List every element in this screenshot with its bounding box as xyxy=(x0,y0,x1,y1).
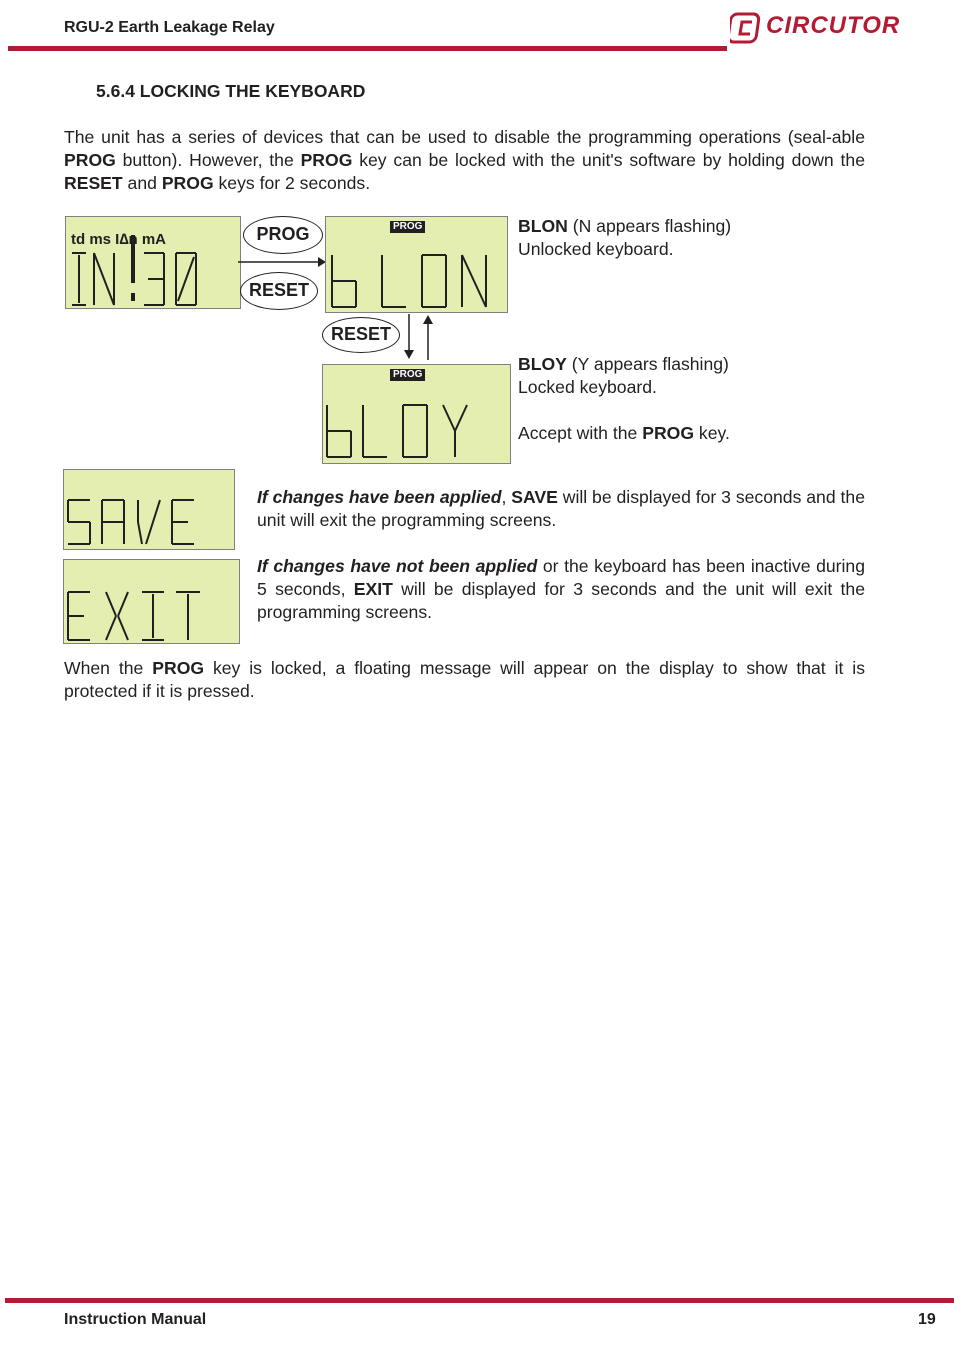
save-paragraph: If changes have been applied, SAVE will be displayed for 3 seconds and the unit will exit the programming screens. xyxy=(257,487,865,530)
prog-indicator-badge: PROG xyxy=(390,221,425,233)
blon-note: BLON (N appears flashing) Unlocked keyboard. xyxy=(518,216,732,259)
intro-paragraph: The unit has a series of devices that can be used to disable the programming operations (seal-able PROG button). However, the PROG key can be locked with the unit's software by holding down the RESET and PROG keys for 2 seconds. xyxy=(64,127,865,193)
lcd-segments-exit xyxy=(64,560,240,644)
reset-key-button-2: RESET xyxy=(322,317,400,353)
lcd-display-exit xyxy=(63,559,240,644)
footer-rule xyxy=(5,1298,954,1303)
bloy-note: BLOY (Y appears flashing) Locked keyboard. Accept with the PROG key. xyxy=(518,354,730,443)
lcd-segments-save xyxy=(64,470,235,550)
section-title: 5.6.4 LOCKING THE KEYBOARD xyxy=(96,81,366,101)
exit-paragraph: If changes have not been applied or the keyboard has been inactive during 5 seconds, EXIT will be displayed for 3 seconds and the unit will exit the programming screens. xyxy=(257,556,865,622)
prog-indicator-badge-2: PROG xyxy=(390,369,425,381)
document-title: RGU-2 Earth Leakage Relay xyxy=(64,19,275,36)
lcd-display-bloy xyxy=(322,364,511,464)
lcd-units-label: td ms I∆n mA xyxy=(71,231,167,248)
lcd-display-in30 xyxy=(65,216,241,309)
footer-manual-label: Instruction Manual xyxy=(64,1311,207,1328)
page-number: 19 xyxy=(918,1311,936,1328)
arrow-right-icon xyxy=(236,254,328,270)
brand-name: CIRCUTOR xyxy=(766,12,901,39)
reset-key-button: RESET xyxy=(240,272,318,310)
lcd-display-blon xyxy=(325,216,508,313)
header-rule xyxy=(8,46,727,51)
closing-paragraph: When the PROG key is locked, a floating message will appear on the display to show that it is protected if it is pressed. xyxy=(64,658,865,701)
lcd-display-save xyxy=(63,469,235,550)
prog-key-button: PROG xyxy=(243,216,323,254)
up-down-arrows-icon xyxy=(400,312,440,362)
